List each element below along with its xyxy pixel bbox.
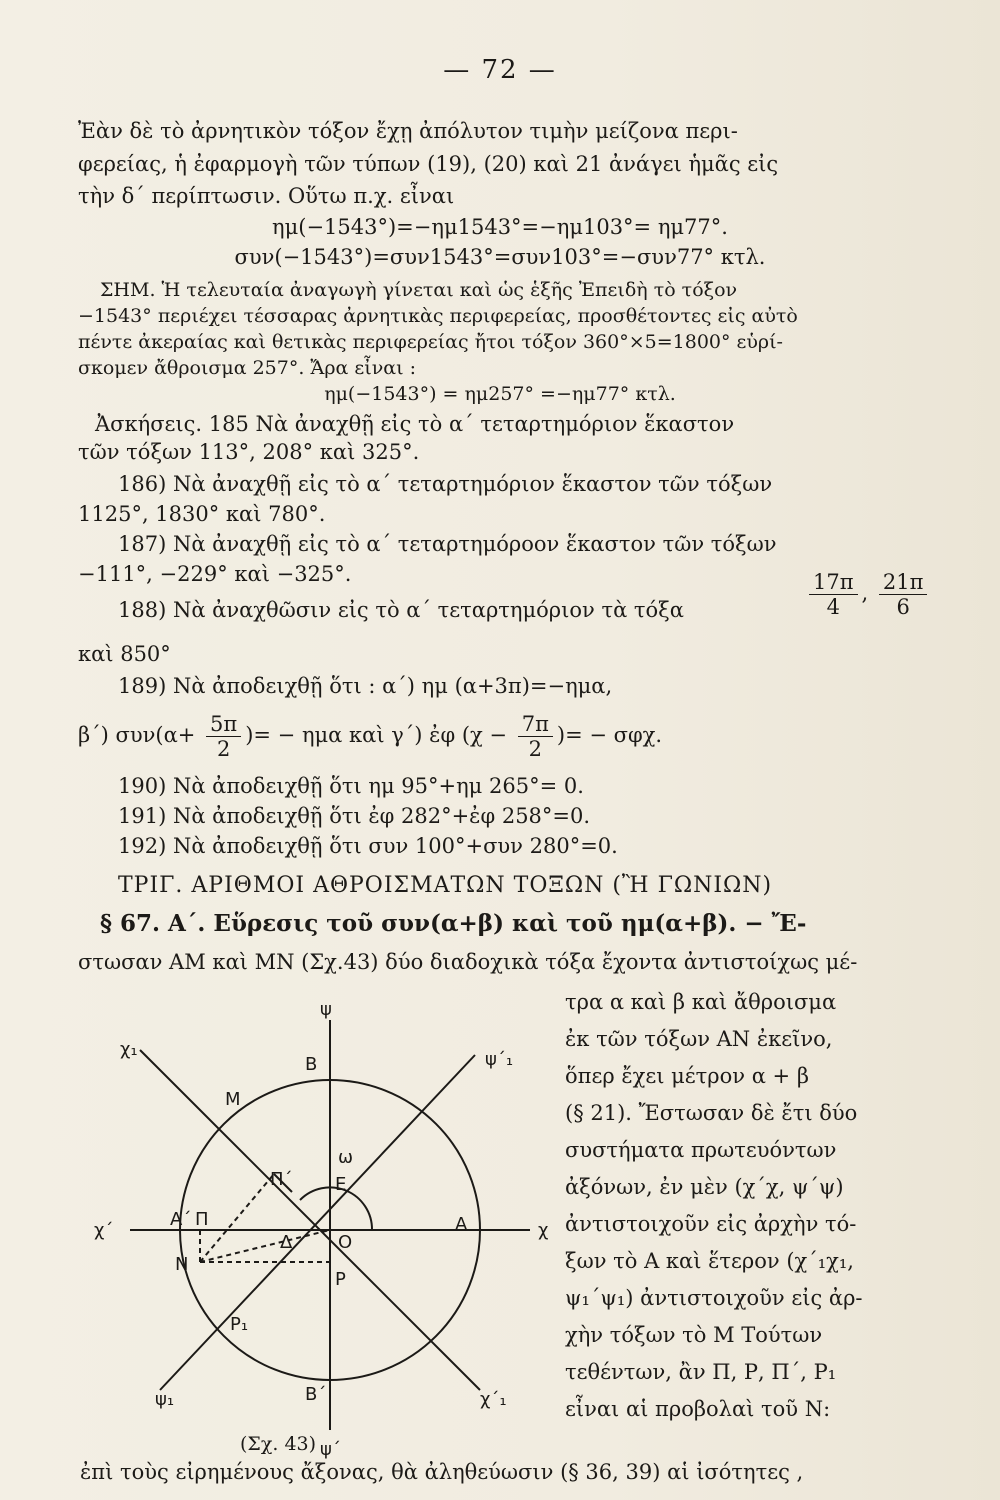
label-pi: Π [195, 1209, 209, 1230]
right-line: εἶναι αἱ προβολαὶ τοῦ Ν: [565, 1397, 831, 1421]
radius-on [200, 1230, 330, 1262]
fraction: $\frac{21\pi}{6}$ [879, 570, 928, 619]
section-heading: ΤΡΙΓ. ΑΡΙΘΜΟΙ ΑΘΡΟΙΣΜΑΤΩΝ ΤΟΞΩΝ (Ἢ ΓΩΝΙΩΝ) [118, 873, 773, 898]
right-line: ἀντιστοιχοῦν εἰς ἀρχὴν τό- [565, 1212, 857, 1236]
fraction: $\frac{5\pi}{2}$ [206, 712, 241, 761]
unit-circle-figure [80, 1000, 560, 1470]
exercise-line: 191) Νὰ ἀποδειχθῇ ὅτι ἐφ 282°+ἐφ 258°=0. [118, 804, 591, 828]
label-o: Ο [338, 1232, 353, 1253]
label-m: Μ [225, 1089, 241, 1110]
exercise-line: 190) Νὰ ἀποδειχθῇ ὅτι ημ 95°+ημ 265°= 0. [118, 774, 584, 798]
label-psi-prime: ψ΄ [320, 1439, 341, 1460]
text-line: ἐπὶ τοὺς εἰρημένους ἄξονας, θὰ ἀληθεύωσιν (§ 36, 39) αἱ ἰσότητες , [80, 1460, 804, 1484]
right-line: ὅπερ ἔχει μέτρον α + β [565, 1064, 809, 1088]
page-number: — 72 — [443, 55, 557, 85]
exercise-line: καὶ 850° [78, 642, 171, 666]
exercise-line: τῶν τόξων 113°, 208° καὶ 325°. [78, 440, 420, 464]
label-psi1-prime: ψ΄₁ [485, 1049, 514, 1070]
note-line: ΣΗΜ. Ἡ τελευταία ἀναγωγὴ γίνεται καὶ ὡς ἑξῆς Ἐπειδὴ τὸ τόξον [100, 279, 738, 301]
exercise-line: 192) Νὰ ἀποδειχθῇ ὅτι συν 100°+συν 280°=0. [118, 834, 618, 858]
right-line: τεθέντων, ἂν Π, Ρ, Π΄, Ρ₁ [565, 1360, 837, 1384]
label-x1-prime: χ΄₁ [480, 1389, 507, 1410]
fraction-pair: $\frac{17\pi}{4}$ , $\frac{21\pi}{6}$ [805, 570, 931, 619]
right-line: ἐκ τῶν τόξων ΑΝ ἐκεῖνο, [565, 1027, 833, 1051]
label-p: Ρ [335, 1269, 346, 1290]
right-line: (§ 21). Ἔστωσαν δὲ ἔτι δύο [565, 1101, 858, 1125]
label-pi-prime: Π΄ [270, 1169, 293, 1190]
formula-line: ημ(−1543°) = ημ257° =−ημ77° κτλ. [324, 383, 676, 405]
text-line: Ἐὰν δὲ τὸ ἀρνητικὸν τόξον ἔχῃ ἀπόλυτον τιμὴν μείζονα περι- [78, 119, 738, 143]
note-line: σκομεν ἄθροισμα 257°. Ἄρα εἶναι : [78, 357, 416, 379]
exercise-line: 186) Νὰ ἀναχθῇ εἰς τὸ α΄ τεταρτημόριον ἕκαστον τῶν τόξων [118, 472, 773, 496]
label-x: χ [538, 1220, 549, 1241]
section-first-line: στωσαν ΑΜ καὶ ΜΝ (Σχ.43) δύο διαδοχικὰ τόξα ἔχοντα ἀντιστοίχως μέ- [78, 950, 858, 974]
right-line: ψ₁΄ψ₁) ἀντιστοιχοῦν εἰς ἀρ- [565, 1286, 863, 1310]
label-e: Ε [335, 1174, 347, 1195]
figure-caption: (Σχ. 43) [240, 1433, 317, 1455]
exercise-line [78, 705, 928, 765]
formula-line: συν(−1543°)=συν1543°=συν103°=−συν77° κτλ. [234, 245, 766, 269]
text-line: φερείας, ἡ ἐφαρμογὴ τῶν τύπων (19), (20) καὶ 21 ἀνάγει ἡμᾶς εἰς [78, 152, 779, 176]
fraction: $\frac{17\pi}{4}$ [809, 570, 858, 619]
label-b-prime: Β΄ [305, 1384, 327, 1405]
label-x-prime: χ΄ [94, 1220, 114, 1241]
right-line: ἀξόνων, ἐν μὲν (χ΄χ, ψ΄ψ) [565, 1175, 844, 1199]
exercise-text: 188) Νὰ ἀναχθῶσιν εἰς τὸ α΄ τεταρτημόριον τὰ τόξα [118, 598, 684, 622]
label-psi1: ψ₁ [155, 1389, 175, 1410]
label-b: Β [305, 1054, 318, 1075]
fraction: $\frac{7\pi}{2}$ [518, 712, 553, 761]
label-p1: Ρ₁ [230, 1314, 249, 1335]
right-line: τρα α καὶ β καὶ ἄθροισμα [565, 990, 837, 1014]
section-title: § 67. Α΄. Εὕρεσις τοῦ συν(α+β) καὶ τοῦ ημ(α+β). − Ἔ- [100, 910, 807, 937]
label-delta: Δ [280, 1232, 293, 1253]
note-line: −1543° περιέχει τέσσαρας ἀρνητικὰς περιφερείας, προσθέτοντες εἰς αὐτὸ [78, 305, 798, 327]
projection-n-pi-prime [200, 1174, 274, 1262]
exercise-line: −111°, −229° καὶ −325°. [78, 562, 352, 586]
right-line: συστήματα πρωτευόντων [565, 1138, 837, 1162]
label-omega: ω [338, 1147, 354, 1168]
label-a: Α [455, 1214, 468, 1235]
exercise-line: Ἀσκήσεις. 185 Νὰ ἀναχθῇ εἰς τὸ α΄ τεταρτημόριον ἕκαστον [95, 412, 735, 436]
text-line: τὴν δ΄ περίπτωσιν. Οὕτω π.χ. εἶναι [78, 184, 455, 208]
exercise-line: 189) Νὰ ἀποδειχθῇ ὅτι : α΄) ημ (α+3π)=−ημα, [118, 674, 613, 698]
formula-line: ημ(−1543°)=−ημ1543°=−ημ103°= ημ77°. [272, 215, 728, 239]
label-a-prime: Α΄ [170, 1209, 192, 1230]
exercise-line: 187) Νὰ ἀναχθῇ εἰς τὸ α΄ τεταρτημόροον ἕκαστον τῶν τόξων [118, 532, 777, 556]
label-psi: ψ [320, 1000, 332, 1020]
label-n: Ν [175, 1254, 189, 1275]
right-line: χὴν τόξων τὸ Μ Τούτων [565, 1323, 823, 1347]
exercise-line: 1125°, 1830° καὶ 780°. [78, 502, 326, 526]
exercise-text: )= − σφχ. [556, 723, 663, 747]
exercise-text: β΄) συν(α+ [78, 723, 196, 747]
label-x1: χ₁ [120, 1039, 138, 1060]
note-line: πέντε ἀκεραίας καὶ θετικὰς περιφερείας ἤτοι τόξον 360°×5=1800° εὑρί- [78, 331, 783, 353]
right-line: ξων τὸ Α καὶ ἕτερον (χ΄₁χ₁, [565, 1249, 854, 1273]
exercise-text: )= − ημα καὶ γ΄) ἐφ (χ − [245, 723, 508, 747]
